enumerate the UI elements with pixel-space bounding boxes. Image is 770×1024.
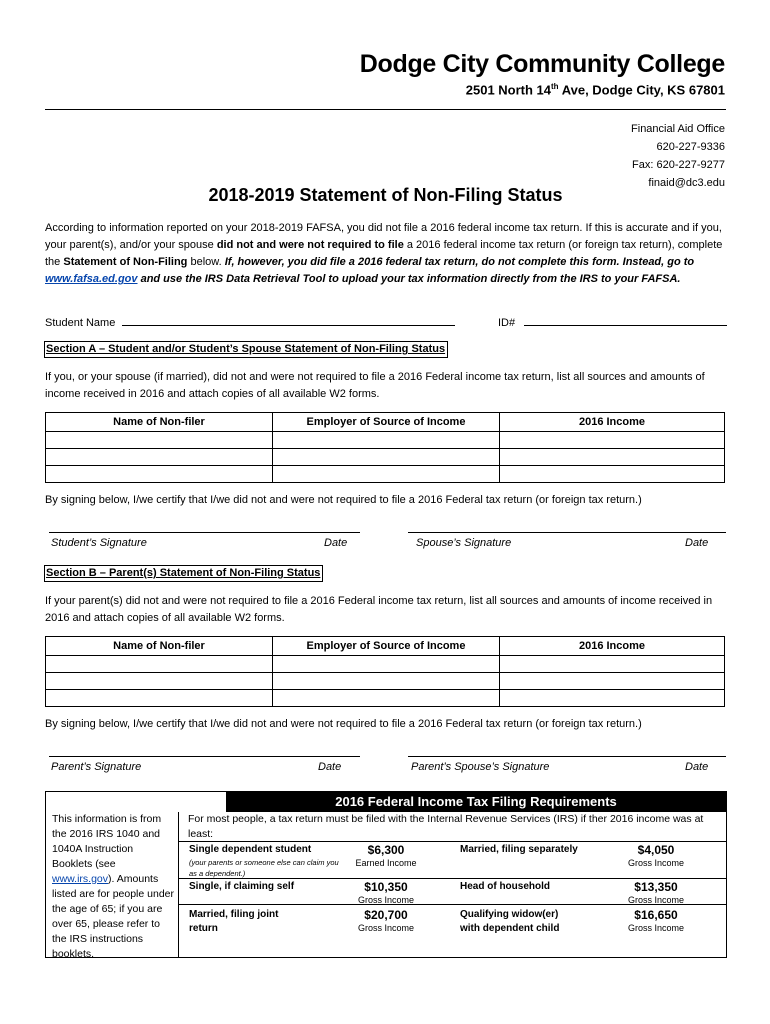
table-row (46, 466, 725, 483)
office-phone: 620-227-9336 (656, 141, 725, 153)
req-note-head-household: Gross Income (627, 895, 685, 905)
section-b-table (45, 636, 725, 707)
section-a-heading: Section A – Student and/or Student’s Spouse Statement of Non-Filing Status (44, 341, 448, 358)
college-name: Dodge City Community College (359, 50, 725, 78)
req-label-married-joint: Married, filing joint return (189, 909, 279, 934)
spouse-date-label: Date (685, 537, 709, 549)
filing-requirements-box (45, 791, 727, 958)
parent-date-label: Date (318, 761, 342, 773)
section-a-certify: By signing below, I/we certify that I/we did not and were not required to file a 2016 Federal tax return (or foreign tax return.) (45, 494, 642, 506)
section-a-text: If you, or your spouse (if married), did not and were not required to file a 2016 Federal income tax return, list all sources and amounts of income received in 2016 and attach copies of all available W2 forms. (45, 371, 705, 400)
cell-input[interactable] (46, 466, 273, 483)
office-contact (631, 120, 725, 192)
intro-paragraph: According to information reported on your 2018-2019 FAFSA, you did not file a 2016 federal income tax return. If this is accurate and if you, your parent(s), and/or your spouse did not and were not required to file a 2016 federal income tax return (or foreign tax return), complete the Statement of Non-Filing below. If, however, you did file a 2016 federal tax return, do not complete this form. Instead, go to www.fafsa.ed.gov and use the IRS Data Retrieval Tool to upload your tax information directly from the IRS to your FAFSA. (45, 222, 723, 285)
section-a-table (45, 412, 725, 483)
col-income-header: 2016 Income (500, 637, 725, 656)
fafsa-link[interactable]: www.fafsa.ed.gov (45, 273, 138, 285)
req-amount-married-joint: $20,700 (364, 908, 408, 922)
col-name-header: Name of Non-filer (46, 413, 273, 432)
req-label-married-separately: Married, filing separately (460, 844, 578, 855)
student-signature-line[interactable] (49, 532, 360, 533)
student-name-row (45, 314, 455, 329)
table-row (46, 690, 725, 707)
req-sub-single-dependent: (your parents or someone else can claim you as a dependent.) (189, 858, 339, 878)
section-b-certify: By signing below, I/we certify that I/we did not and were not required to file a 2016 Federal tax return (or foreign tax return.) (45, 718, 642, 730)
cell-input[interactable] (273, 673, 500, 690)
table-row (46, 656, 725, 673)
cell-input[interactable] (500, 690, 725, 707)
cell-input[interactable] (46, 432, 273, 449)
document-title: 2018-2019 Statement of Non-Filing Status (208, 185, 563, 205)
student-signature-label: Student’s Signature (51, 537, 147, 549)
student-date-label: Date (324, 537, 348, 549)
cell-input[interactable] (273, 449, 500, 466)
requirements-source-note: This information is from the 2016 IRS 1040 and 1040A Instruction Booklets (see www.irs.gov). Amounts listed are for people under the age of 65; if you are over 65, please refer to the IRS instructions booklets. (46, 812, 179, 957)
parent-spouse-signature-label: Parent’s Spouse’s Signature (411, 761, 550, 773)
header-rule (45, 109, 726, 110)
cell-input[interactable] (500, 656, 725, 673)
college-address: 2501 North 14th Ave, Dodge City, KS 67801 (465, 82, 725, 98)
office-fax: Fax: 620-227-9277 (632, 159, 725, 171)
req-amount-qualifying-widow: $16,650 (634, 908, 678, 922)
col-employer-header: Employer of Source of Income (273, 637, 500, 656)
student-name-field[interactable] (122, 314, 455, 326)
cell-input[interactable] (273, 466, 500, 483)
col-name-header: Name of Non-filer (46, 637, 273, 656)
cell-input[interactable] (46, 449, 273, 466)
req-label-head-household: Head of household (460, 881, 550, 892)
irs-link[interactable]: www.irs.gov (52, 873, 109, 885)
req-amount-married-separately: $4,050 (637, 843, 675, 857)
req-note-married-joint: Gross Income (357, 923, 415, 933)
cell-input[interactable] (273, 656, 500, 673)
cell-input[interactable] (500, 432, 725, 449)
office-email: finaid@dc3.edu (648, 177, 725, 189)
table-row (46, 673, 725, 690)
office-name: Financial Aid Office (631, 123, 725, 135)
section-b-heading: Section B – Parent(s) Statement of Non-Filing Status (44, 565, 323, 582)
cell-input[interactable] (500, 466, 725, 483)
req-label-qualifying-widow: Qualifying widow(er) with dependent child (460, 909, 560, 934)
req-label-single-dependent: Single dependent student (189, 844, 312, 855)
req-note-married-separately: Gross Income (627, 858, 685, 868)
section-b-text: If your parent(s) did not and were not required to file a 2016 Federal income tax return, list all sources and amounts of income received in 2016 and attach copies of all available W2 forms. (45, 595, 713, 624)
cell-input[interactable] (500, 673, 725, 690)
parent-spouse-signature-line[interactable] (408, 756, 726, 757)
req-note-qualifying-widow: Gross Income (627, 923, 685, 933)
cell-input[interactable] (46, 656, 273, 673)
req-note-single-self: Gross Income (357, 895, 415, 905)
student-id-label: ID# (498, 317, 516, 329)
table-header-row (46, 413, 725, 432)
table-row (46, 432, 725, 449)
cell-input[interactable] (273, 690, 500, 707)
grid-line (179, 841, 726, 842)
requirements-intro: For most people, a tax return must be filed with the Internal Revenue Services (IRS) if ther 2016 income was at least: (188, 813, 704, 840)
cell-input[interactable] (500, 449, 725, 466)
requirements-heading: 2016 Federal Income Tax Filing Requirements (226, 792, 726, 812)
table-header-row (46, 637, 725, 656)
parent-spouse-date-label: Date (685, 761, 709, 773)
cell-input[interactable] (46, 673, 273, 690)
spouse-signature-line[interactable] (408, 532, 726, 533)
spouse-signature-label: Spouse’s Signature (416, 537, 512, 549)
req-label-single-self: Single, if claiming self (189, 881, 295, 892)
student-id-field[interactable] (524, 314, 727, 326)
req-amount-head-household: $13,350 (634, 880, 678, 894)
cell-input[interactable] (273, 432, 500, 449)
parent-signature-line[interactable] (49, 756, 360, 757)
student-id-row (498, 314, 727, 329)
table-row (46, 449, 725, 466)
parent-signature-label: Parent’s Signature (51, 761, 142, 773)
col-employer-header: Employer of Source of Income (273, 413, 500, 432)
col-income-header: 2016 Income (500, 413, 725, 432)
cell-input[interactable] (46, 690, 273, 707)
req-amount-single-self: $10,350 (364, 880, 408, 894)
req-note-single-dependent: Earned Income (355, 858, 417, 868)
req-amount-single-dependent: $6,300 (367, 843, 405, 857)
student-name-label: Student Name (45, 317, 116, 329)
